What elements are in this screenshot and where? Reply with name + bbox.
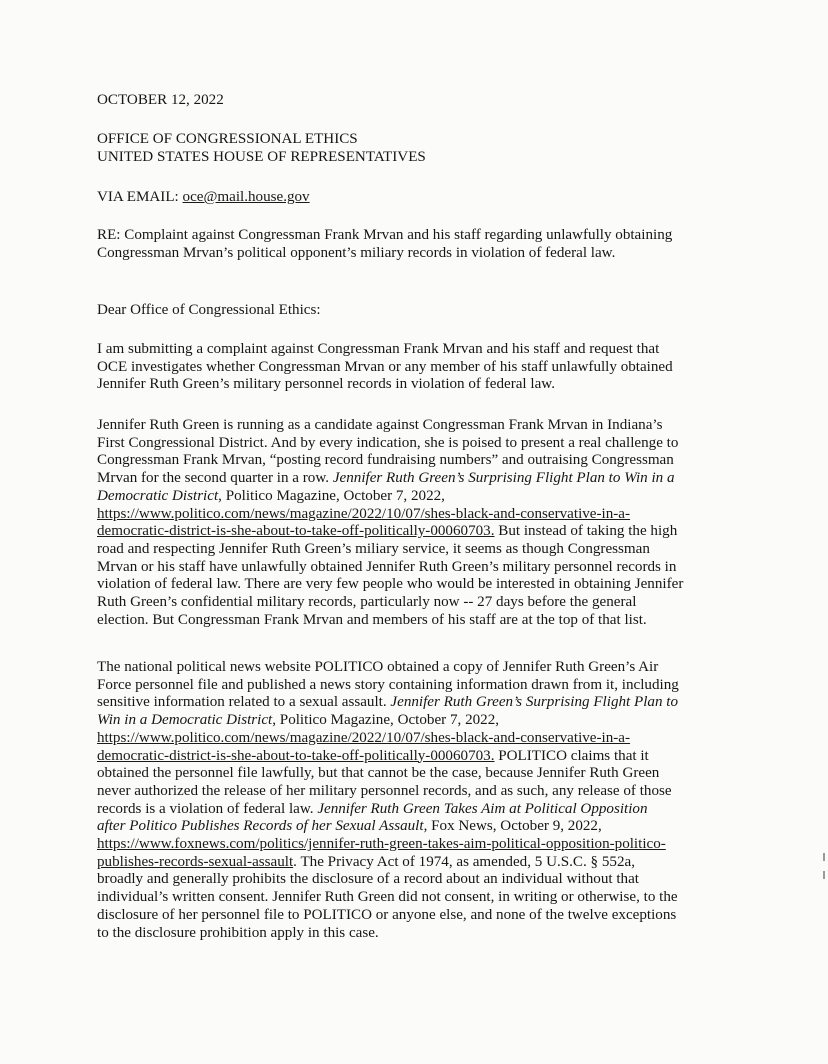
re-line-1: RE: Complaint against Congressman Frank Mrvan and his staff regarding unlawfully obtaining [97,227,673,243]
politico-link[interactable]: democratic-district-is-she-about-to-take-off-politically-00060703. [97,523,495,540]
article-title: Jennifer Ruth Green’s Surprising Flight Plan to [390,694,679,711]
p3-line: individual’s written consent. Jennifer Ruth Green did not consent, in writing or otherwise, to the [97,889,678,906]
p2-text: But instead of taking the high [494,523,678,540]
p2-line: Mrvan or his staff have unlawfully obtained Jennifer Ruth Green’s military personnel records in [97,558,677,575]
article-title: Democratic District [97,487,219,504]
date-text: OCTOBER 12, 2022 [97,92,224,108]
p3-line: broadly and generally prohibits the disclosure of a record about an individual without that [97,871,639,888]
paragraph-3 [97,659,737,942]
politico-link[interactable]: https://www.politico.com/news/magazine/2022/10/07/shes-black-and-conservative-in-a- [97,505,631,522]
p3-line: The national political news website POLITICO obtained a copy of Jennifer Ruth Green’s Air [97,659,659,675]
via-email-label: VIA EMAIL: [97,189,183,205]
p1-line: OCE investigates whether Congressman Mrvan or any member of his staff unlawfully obtained [97,358,673,375]
p2-line: road and respecting Jennifer Ruth Green’s miliary service, it seems as though Congressman [97,540,650,557]
p3-line: disclosure of her personnel file to POLITICO or anyone else, and none of the twelve exceptions [97,906,677,923]
recipient-line-1: OFFICE OF CONGRESSIONAL ETHICS [97,131,358,147]
foxnews-link[interactable]: https://www.foxnews.com/politics/jennifer-ruth-green-takes-aim-political-opposition-politico- [97,836,666,853]
paragraph-1 [97,341,737,394]
p2-text: , Politico Magazine, October 7, 2022, [218,487,445,504]
politico-link[interactable]: https://www.politico.com/news/magazine/2022/10/07/shes-black-and-conservative-in-a- [97,729,631,746]
p3-line: to the disclosure prohibition apply in this case. [97,924,379,941]
re-block [97,227,737,262]
recipient-block [97,131,737,166]
re-line-2: Congressman Mrvan’s political opponent’s miliary records in violation of federal law. [97,244,616,261]
p2-line: Jennifer Ruth Green is running as a candidate against Congressman Frank Mrvan in Indiana’s [97,417,663,433]
p3-text: sensitive information related to a sexual assault. [97,694,391,711]
scan-artifact [823,853,825,861]
paragraph-2 [97,417,737,629]
p1-line: I am submitting a complaint against Congressman Frank Mrvan and his staff and request that [97,341,660,357]
scan-artifact [823,871,825,879]
p2-line: election. But Congressman Frank Mrvan and members of his staff are at the top of that list. [97,611,647,628]
politico-link[interactable]: democratic-district-is-she-about-to-take-off-politically-00060703. [97,747,495,764]
p3-text: , Politico Magazine, October 7, 2022, [272,712,500,729]
p3-text: , Fox News, October 9, 2022, [423,818,602,835]
p3-line: Force personnel file and published a news story containing information drawn from it, including [97,676,679,693]
p3-text: records is a violation of federal law. [97,800,318,817]
p3-line: obtained the personnel file lawfully, but that cannot be the case, because Jennifer Ruth Green [97,765,660,782]
email-link[interactable]: oce@mail.house.gov [182,189,310,205]
salutation [97,302,737,320]
article-title: Jennifer Ruth Green’s Surprising Flight Plan to Win in a [332,470,675,487]
recipient-line-2: UNITED STATES HOUSE OF REPRESENTATIVES [97,148,426,165]
p2-line: violation of federal law. There are very few people who would be interested in obtaining Jennifer [97,576,684,593]
letter-date [97,92,737,110]
p3-line: never authorized the release of her military personnel records, and as such, any release of those [97,782,672,799]
foxnews-link[interactable]: publishes-records-sexual-assault [97,853,294,870]
article-title: Win in a Democratic District [97,712,273,729]
article-title: after Politico Publishes Records of her Sexual Assault [97,818,424,835]
p2-line: First Congressional District. And by every indication, she is poised to present a real challenge to [97,434,679,451]
via-email-line [97,189,737,207]
p2-text: Mrvan for the second quarter in a row. [97,470,333,487]
p3-text: . The Privacy Act of 1974, as amended, 5 U.S.C. § 552a, [293,853,635,870]
salutation-text: Dear Office of Congressional Ethics: [97,302,321,318]
p2-line: Ruth Green’s confidential military records, particularly now -- 27 days before the general [97,594,637,611]
p3-text: POLITICO claims that it [494,747,649,764]
p2-line: Congressman Frank Mrvan, “posting record fundraising numbers” and outraising Congressman [97,452,674,469]
article-title: Jennifer Ruth Green Takes Aim at Political Opposition [317,800,648,817]
p1-line: Jennifer Ruth Green’s military personnel records in violation of federal law. [97,376,555,393]
